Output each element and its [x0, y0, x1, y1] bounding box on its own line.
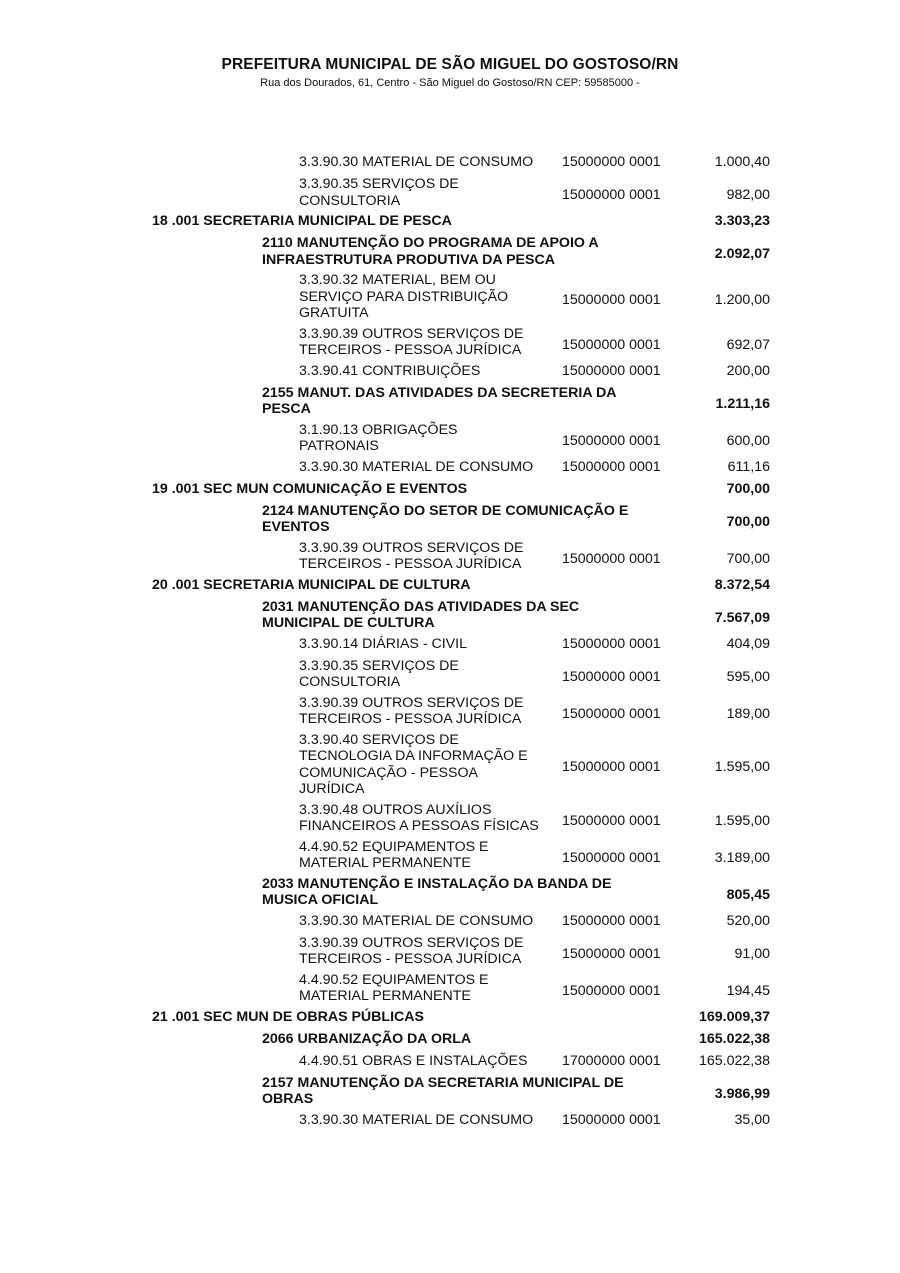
row-source: 15000000 0001	[562, 187, 661, 204]
row-value: 3.189,00	[714, 849, 770, 866]
row-value: 404,09	[726, 635, 770, 652]
expense-row	[0, 935, 900, 972]
action-row	[0, 1031, 900, 1053]
expense-row	[0, 459, 900, 481]
row-value: 3.986,99	[714, 1085, 770, 1102]
action-row	[0, 385, 900, 422]
row-label: 3.3.90.41 CONTRIBUIÇÕES	[299, 362, 481, 379]
row-source: 15000000 0001	[562, 982, 661, 999]
row-source: 15000000 0001	[562, 291, 661, 308]
row-label: 2033 MANUTENÇÃO E INSTALAÇÃO DA BANDA DE MUSICA OFICIAL	[262, 875, 612, 908]
row-source: 15000000 0001	[562, 336, 661, 353]
row-source: 15000000 0001	[562, 912, 661, 929]
row-value: 91,00	[734, 945, 770, 962]
row-value: 595,00	[726, 668, 770, 685]
department-row	[0, 213, 900, 235]
row-value: 200,00	[726, 362, 770, 379]
row-label: 4.4.90.52 EQUIPAMENTOS E MATERIAL PERMANENTE	[299, 971, 489, 1004]
action-row	[0, 599, 900, 636]
row-source: 15000000 0001	[562, 635, 661, 652]
row-value: 611,16	[727, 458, 770, 475]
row-value: 2.092,07	[714, 246, 770, 263]
action-row	[0, 1075, 900, 1112]
row-label: 3.3.90.39 OUTROS SERVIÇOS DE TERCEIROS - PESSOA JURÍDICA	[299, 694, 524, 727]
expense-row	[0, 972, 900, 1009]
row-source: 15000000 0001	[562, 668, 661, 685]
expense-row	[0, 636, 900, 658]
row-value: 165.022,38	[698, 1052, 770, 1069]
row-source: 15000000 0001	[562, 849, 661, 866]
document-title: PREFEITURA MUNICIPAL DE SÃO MIGUEL DO GOSTOSO/RN	[221, 56, 679, 73]
row-label: 3.3.90.30 MATERIAL DE CONSUMO	[299, 912, 534, 929]
row-value: 1.595,00	[714, 812, 770, 829]
department-row	[0, 1009, 900, 1031]
row-label: 20 .001 SECRETARIA MUNICIPAL DE CULTURA	[152, 576, 471, 593]
action-row	[0, 876, 900, 913]
row-value: 700,00	[726, 513, 770, 530]
row-value: 8.372,54	[714, 576, 770, 593]
row-label: 2124 MANUTENÇÃO DO SETOR DE COMUNICAÇÃO E EVENTOS	[262, 502, 629, 535]
row-value: 35,00	[734, 1111, 770, 1128]
row-source: 15000000 0001	[562, 458, 661, 475]
expense-row	[0, 802, 900, 839]
row-value: 194,45	[726, 982, 770, 999]
row-label: 2155 MANUT. DAS ATIVIDADES DA SECRETERIA DA PESCA	[262, 384, 617, 417]
row-value: 600,00	[726, 432, 770, 449]
row-source: 15000000 0001	[562, 705, 661, 722]
row-value: 189,00	[726, 705, 770, 722]
row-label: 3.3.90.39 OUTROS SERVIÇOS DE TERCEIROS - PESSOA JURÍDICA	[299, 325, 524, 358]
expense-row	[0, 326, 900, 363]
row-value: 1.000,40	[714, 154, 770, 170]
row-value: 7.567,09	[714, 609, 770, 626]
row-label: 4.4.90.52 EQUIPAMENTOS E MATERIAL PERMANENTE	[299, 838, 489, 871]
row-label: 3.3.90.14 DIÁRIAS - CIVIL	[299, 635, 467, 652]
expense-row	[0, 1053, 900, 1075]
expense-row	[0, 732, 900, 802]
expense-row	[0, 540, 900, 577]
expense-row	[0, 1112, 900, 1134]
row-value: 520,00	[726, 912, 770, 929]
row-label: 3.3.90.30 MATERIAL DE CONSUMO	[299, 1111, 534, 1128]
row-label: 3.3.90.30 MATERIAL DE CONSUMO	[299, 458, 534, 475]
expense-row	[0, 913, 900, 935]
expense-row	[0, 422, 900, 459]
row-value: 3.303,23	[714, 213, 770, 229]
row-value: 169.009,37	[698, 1008, 770, 1025]
expense-row	[0, 272, 900, 326]
row-label: 4.4.90.51 OBRAS E INSTALAÇÕES	[299, 1052, 528, 1069]
expense-row	[0, 154, 900, 176]
row-source: 15000000 0001	[562, 432, 661, 449]
row-value: 1.200,00	[714, 291, 770, 308]
row-value: 700,00	[726, 480, 770, 497]
row-label: 18 .001 SECRETARIA MUNICIPAL DE PESCA	[152, 213, 452, 229]
row-source: 15000000 0001	[562, 812, 661, 829]
row-label: 3.3.90.40 SERVIÇOS DE TECNOLOGIA DA INFORMAÇÃO E COMUNICAÇÃO - PESSOA JURÍDICA	[299, 731, 528, 797]
document-address: Rua dos Dourados, 61, Centro - São Miguel do Gostoso/RN CEP: 59585000 -	[260, 77, 640, 89]
row-label: 3.1.90.13 OBRIGAÇÕES PATRONAIS	[299, 421, 458, 454]
row-value: 700,00	[726, 550, 770, 567]
row-label: 2031 MANUTENÇÃO DAS ATIVIDADES DA SEC MUNICIPAL DE CULTURA	[262, 598, 580, 631]
row-source: 15000000 0001	[562, 362, 661, 379]
expense-row	[0, 658, 900, 695]
department-row	[0, 577, 900, 599]
row-label: 3.3.90.39 OUTROS SERVIÇOS DE TERCEIROS - PESSOA JURÍDICA	[299, 934, 524, 967]
row-value: 805,45	[726, 886, 770, 903]
action-row	[0, 503, 900, 540]
row-value: 1.211,16	[715, 395, 770, 412]
action-row	[0, 235, 900, 272]
expense-row	[0, 176, 900, 213]
row-source: 15000000 0001	[562, 945, 661, 962]
row-source: 15000000 0001	[562, 759, 661, 776]
row-label: 21 .001 SEC MUN DE OBRAS PÚBLICAS	[152, 1008, 424, 1025]
expense-row	[0, 839, 900, 876]
row-label: 3.3.90.35 SERVIÇOS DE CONSULTORIA	[299, 657, 459, 690]
row-label: 3.3.90.35 SERVIÇOS DE CONSULTORIA	[299, 176, 459, 209]
expense-row	[0, 363, 900, 385]
row-label: 19 .001 SEC MUN COMUNICAÇÃO E EVENTOS	[152, 480, 468, 497]
row-label: 3.3.90.48 OUTROS AUXÍLIOS FINANCEIROS A PESSOAS FÍSICAS	[299, 801, 539, 834]
row-value: 982,00	[726, 187, 770, 204]
row-source: 15000000 0001	[562, 1111, 661, 1128]
row-source: 17000000 0001	[562, 1052, 661, 1069]
row-label: 2110 MANUTENÇÃO DO PROGRAMA DE APOIO A INFRAESTRUTURA PRODUTIVA DA PESCA	[262, 235, 599, 268]
page-header	[0, 56, 900, 89]
row-label: 3.3.90.39 OUTROS SERVIÇOS DE TERCEIROS - PESSOA JURÍDICA	[299, 539, 524, 572]
row-value: 1.595,00	[714, 759, 770, 776]
row-source: 15000000 0001	[562, 154, 661, 170]
expense-row	[0, 695, 900, 732]
row-label: 2066 URBANIZAÇÃO DA ORLA	[262, 1030, 472, 1047]
row-value: 692,07	[726, 336, 770, 353]
row-label: 3.3.90.30 MATERIAL DE CONSUMO	[299, 154, 534, 170]
row-label: 3.3.90.32 MATERIAL, BEM OU SERVIÇO PARA DISTRIBUIÇÃO GRATUITA	[299, 272, 509, 321]
row-source: 15000000 0001	[562, 550, 661, 567]
row-value: 165.022,38	[698, 1030, 770, 1047]
budget-table	[0, 154, 900, 1134]
department-row	[0, 481, 900, 503]
row-label: 2157 MANUTENÇÃO DA SECRETARIA MUNICIPAL DE OBRAS	[262, 1074, 624, 1107]
